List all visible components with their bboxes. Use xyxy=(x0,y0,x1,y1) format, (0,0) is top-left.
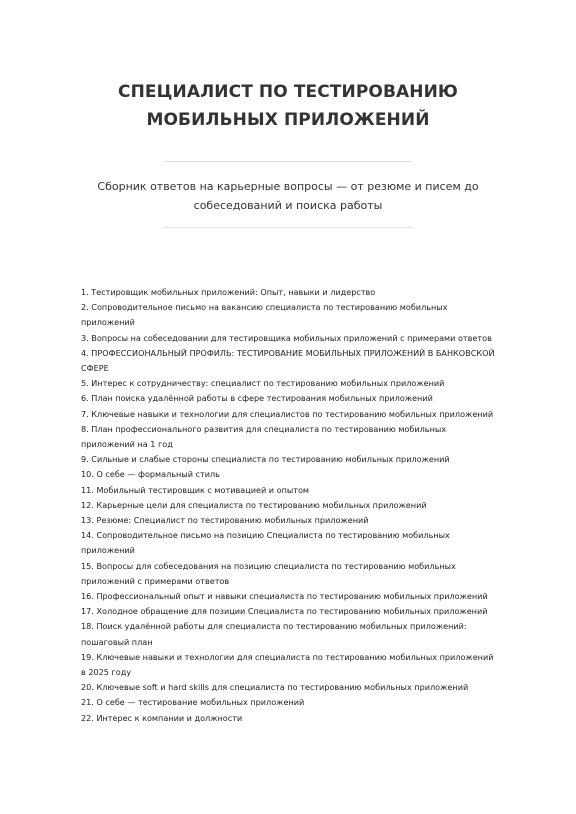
toc-item: 20. Ключевые soft и hard skills для специалиста по тестированию мобильных приложений xyxy=(81,682,469,693)
toc-item: 9. Сильные и слабые стороны специалиста по тестированию мобильных приложений xyxy=(81,454,450,465)
toc-item: 12. Карьерные цели для специалиста по тестированию мобильных приложений xyxy=(81,499,427,510)
toc-item: 8. План профессионального развития для специалиста по тестированию мобильных приложений на 1 год xyxy=(81,423,447,450)
toc-item: 6. План поиска удалённой работы в сфере тестирования мобильных приложений xyxy=(81,393,433,404)
toc-item: 17. Холодное обращение для позиции Специалиста по тестированию мобильных приложений xyxy=(81,606,488,617)
toc-item: 19. Ключевые навыки и технологии для специалиста по тестированию мобильных приложений в 2025 году xyxy=(81,651,494,678)
toc-item: 10. О себе — формальный стиль xyxy=(81,469,220,480)
toc-item: 7. Ключевые навыки и технологии для специалистов по тестированию мобильных приложений xyxy=(81,408,494,419)
page-title xyxy=(0,78,576,134)
page-subtitle: Сборник ответов на карьерные вопросы — от резюме и писем до собеседований и поиска работы xyxy=(97,180,479,212)
page-title-line-1: СПЕЦИАЛИСТ ПО ТЕСТИРОВАНИЮ xyxy=(118,82,458,102)
toc-item: 21. О себе — тестирование мобильных приложений xyxy=(81,697,305,708)
toc-item: 13. Резюме: Специалист по тестированию мобильных приложений xyxy=(81,515,369,526)
toc-item: 2. Сопроводительное письмо на вакансию специалиста по тестированию мобильных приложений xyxy=(81,302,448,328)
toc-item: 11. Мобильный тестировщик с мотивацией и опытом xyxy=(81,484,310,495)
toc-item: 14. Сопроводительное письмо на позицию Специалиста по тестированию мобильных приложений xyxy=(81,530,450,556)
toc-item: 3. Вопросы на собеседовании для тестировщика мобильных приложений с примерами ответов xyxy=(81,332,492,343)
top-divider xyxy=(164,161,412,162)
toc-item: 18. Поиск удалённой работы для специалиста по тестированию мобильных приложений: пошаговый план xyxy=(81,621,467,647)
table-of-contents xyxy=(81,285,496,726)
toc-item: 1. Тестировщик мобильных приложений: Опыт, навыки и лидерство xyxy=(81,287,376,297)
page-title-line-2: МОБИЛЬНЫХ ПРИЛОЖЕНИЙ xyxy=(146,110,430,130)
toc-item: 5. Интерес к сотрудничеству: специалист по тестированию мобильных приложений xyxy=(81,378,445,389)
toc-item: 16. Профессиональный опыт и навыки специалиста по тестированию мобильных приложений xyxy=(81,591,488,602)
toc-item: 22. Интерес к компании и должности xyxy=(81,712,243,723)
toc-item: 15. Вопросы для собеседования на позицию специалиста по тестированию мобильных приложений с примерами ответов xyxy=(81,560,456,586)
bottom-divider xyxy=(164,227,412,228)
toc-item: 4. ПРОФЕССИОНАЛЬНЫЙ ПРОФИЛЬ: ТЕСТИРОВАНИЕ МОБИЛЬНЫХ ПРИЛОЖЕНИЙ В БАНКОВСКОЙ СФЕРЕ xyxy=(81,347,495,374)
